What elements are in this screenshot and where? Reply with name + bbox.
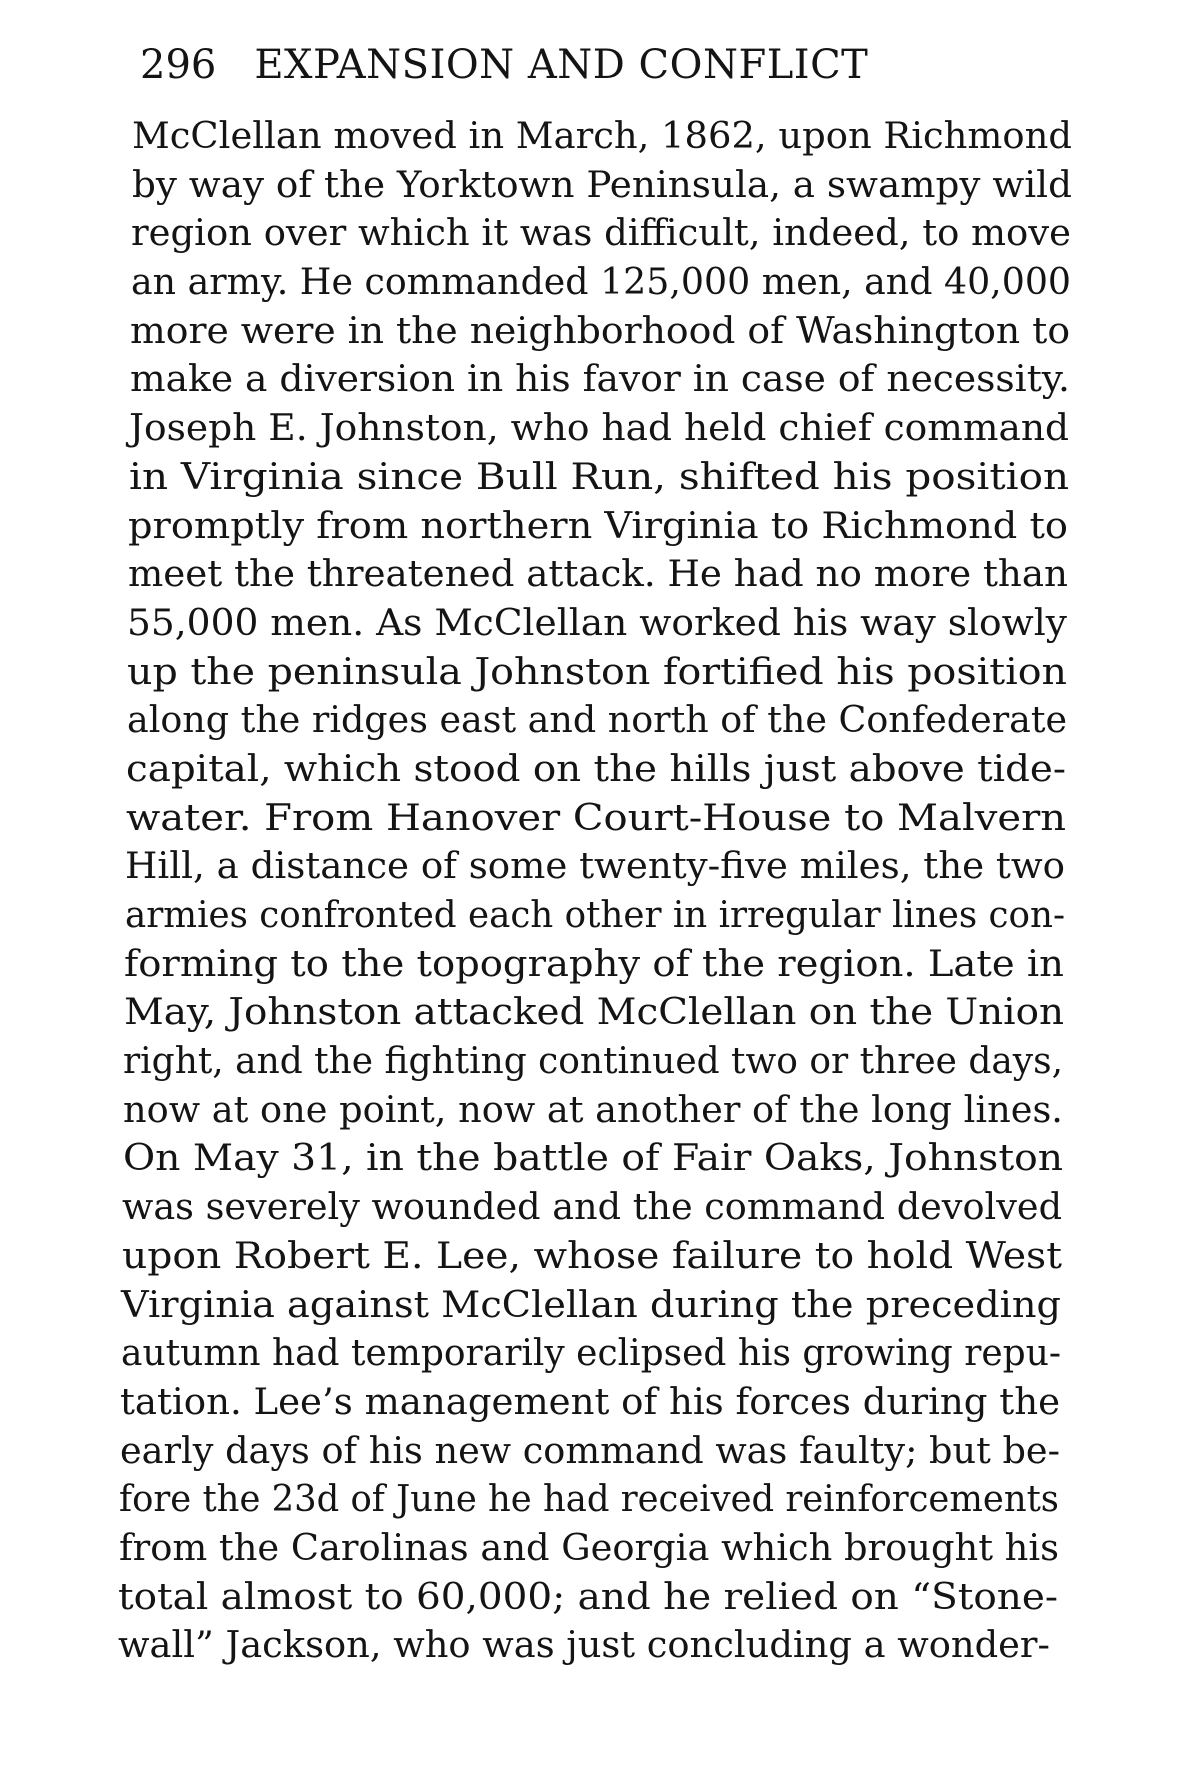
text-line-content: Hill, a distance of some twenty-five miles, the two [125,846,1066,888]
text-line-content: right, and the fighting continued two or three days, [123,1041,1064,1083]
text-line-content: May, Johnston attacked McClellan on the Union [123,992,1064,1034]
text-line [0,1428,1185,1477]
running-head [140,40,1000,90]
text-line [0,1622,1185,1671]
text-line [0,1233,1185,1282]
text-line [0,1184,1185,1233]
text-line-content: make a diversion in his favor in case of necessity. [129,359,1070,401]
text-line-content: promptly from northern Virginia to Richmond to [128,505,1069,547]
text-line [0,746,1185,795]
text-line [0,795,1185,844]
text-line [0,551,1185,600]
text-line-content: McClellan moved in March, 1862, upon Richmond [132,116,1072,157]
text-line-content: upon Robert E. Lee, whose failure to hold West [121,1235,1062,1277]
text-line-content: by way of the Yorktown Peninsula, a swampy wild [131,164,1072,206]
text-line [0,356,1185,405]
text-line [0,308,1185,357]
text-line [0,892,1185,941]
text-line [0,454,1185,503]
text-line-content: in Virginia since Bull Run, shifted his position [128,456,1069,498]
text-line-content: autumn had temporarily eclipsed his growing repu- [120,1333,1061,1375]
text-line-content: wall” Jackson, who was just concluding a wonder- [118,1625,1050,1667]
running-title: EXPANSION AND CONFLICT [254,42,869,88]
text-line-content: tation. Lee’s management of his forces during the [120,1381,1061,1423]
text-line [0,259,1185,308]
text-line [0,113,1185,162]
body-text [0,113,1185,1671]
text-line-content: now at one point, now at another of the long lines. [122,1089,1063,1131]
text-line [0,1330,1185,1379]
text-line-content: Joseph E. Johnston, who had held chief command [129,408,1070,450]
text-line [0,1135,1185,1184]
text-line [0,1525,1185,1574]
text-line [0,405,1185,454]
text-line-content: armies confronted each other in irregular lines con- [124,895,1065,936]
text-line [0,989,1185,1038]
text-line-content: capital, which stood on the hills just above tide- [126,748,1067,790]
text-line [0,600,1185,649]
text-line-content: water. From Hanover Court-House to Malvern [125,797,1066,839]
text-line-content: fore the 23d of June he had received reinforcements [119,1479,1060,1521]
text-line [0,697,1185,746]
text-line-content: was severely wounded and the command devolved [122,1187,1063,1229]
text-line [0,1282,1185,1331]
text-line [0,843,1185,892]
text-line [0,210,1185,259]
text-line-content: region over which it was difficult, indeed, to move [131,213,1072,255]
text-line [0,1574,1185,1623]
text-line [0,1087,1185,1136]
text-line-content: meet the threatened attack. He had no more than [127,554,1068,596]
text-line-content: Virginia against McClellan during the preceding [121,1284,1062,1326]
text-line [0,1379,1185,1428]
text-line-content: forming to the topography of the region. Late in [124,943,1065,985]
text-line-content: early days of his new command was faulty; but be- [119,1430,1060,1472]
text-line [0,1038,1185,1087]
text-line [0,162,1185,211]
page-number: 296 [140,42,217,88]
text-line [0,941,1185,990]
text-line-content: 55,000 men. As McClellan worked his way slowly [127,602,1068,644]
text-line-content: from the Carolinas and Georgia which brought his [118,1527,1059,1569]
text-line-content: total almost to 60,000; and he relied on “Stone- [118,1576,1059,1618]
text-line [0,649,1185,698]
text-line [0,503,1185,552]
text-line [0,1476,1185,1525]
text-line-content: On May 31, in the battle of Fair Oaks, Johnston [122,1138,1063,1180]
text-line-content: along the ridges east and north of the Confederate [126,700,1067,742]
text-line-content: up the peninsula Johnston fortified his position [127,651,1068,693]
text-line-content: more were in the neighborhood of Washington to [130,310,1071,352]
text-line-content: an army. He commanded 125,000 men, and 40,000 [130,262,1071,304]
